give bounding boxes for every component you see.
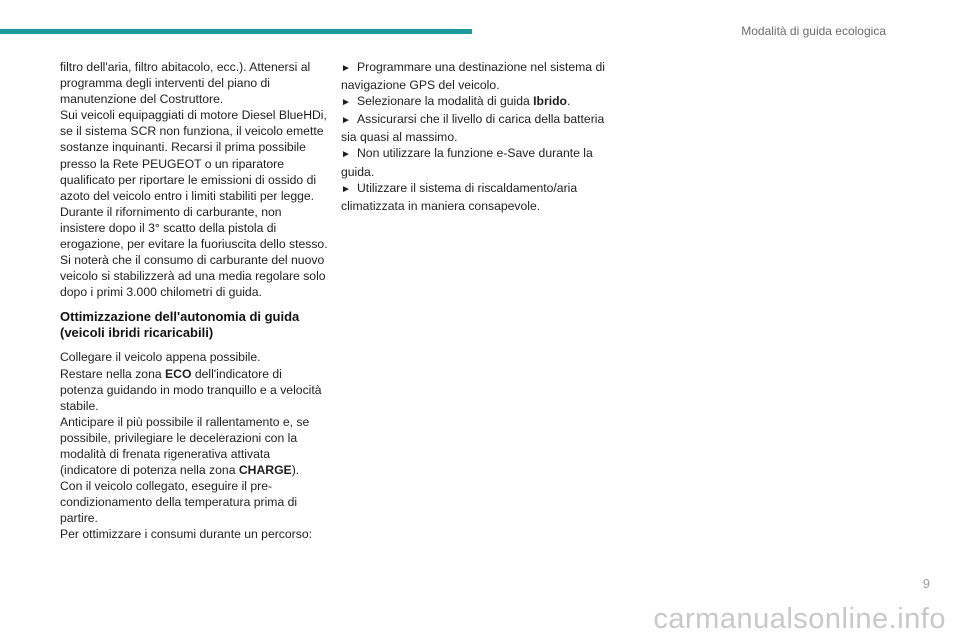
- arrow-icon: ►: [341, 97, 351, 109]
- paragraph-consumption: Si noterà che il consumo di carburante del nuovo veicolo si stabilizzerà ad una media regolare solo dopo i primi 3.000 chilometri di guida.: [60, 253, 326, 300]
- arrow-icon: ►: [341, 183, 351, 195]
- section-title: Modalità di guida ecologica: [741, 24, 886, 38]
- paragraph-eco: Restare nella zona ECO dell'indicatore di potenza guidando in modo tranquillo e a velocità stabile.: [60, 366, 322, 413]
- bullet-climate: ► Utilizzare il sistema di riscaldamento/aria climatizzata in maniera consapevole.: [341, 180, 578, 213]
- bullet-battery: ► Assicurarsi che il livello di carica della batteria sia quasi al massimo.: [341, 112, 605, 145]
- bullet-hybrid: ► Selezionare la modalità di guida Ibrido.: [341, 93, 609, 111]
- paragraph-scr: Sui veicoli equipaggiati di motore Diesel BlueHDi, se il sistema SCR non funziona, il veicolo emette sostanze inquinanti. Recarsi il prima possibile presso la Rete PEUGEOT o un riparatore qualificato per riportare le emissioni di ossido di azoto del veicolo entro i limiti stabiliti per legge.: [60, 108, 327, 203]
- paragraph-optimize: Per ottimizzare i consumi durante un percorso:: [60, 527, 312, 542]
- paragraph-maintenance: filtro dell'aria, filtro abitacolo, ecc.). Attenersi al programma degli interventi del piano di manutenzione del Costruttore.: [60, 60, 311, 107]
- left-column: [60, 59, 328, 543]
- paragraph-precondition: Con il veicolo collegato, eseguire il pre-condizionamento della temperatura prima di partire.: [60, 479, 298, 526]
- section-heading: Ottimizzazione dell'autonomia di guida (veicoli ibridi ricaricabili): [60, 309, 300, 341]
- watermark: carmanualsonline.info: [653, 603, 946, 635]
- bullet-esave: ► Non utilizzare la funzione e-Save durante la guida.: [341, 146, 593, 179]
- ibrido-label: Ibrido: [533, 94, 568, 109]
- page-number: 9: [922, 576, 930, 591]
- arrow-icon: ►: [341, 149, 351, 161]
- paragraph-refuel: Durante il rifornimento di carburante, non insistere dopo il 3° scatto della pistola di erogazione, per evitare la fuoriuscita dello stesso.: [60, 204, 328, 252]
- arrow-icon: ►: [341, 115, 351, 127]
- paragraph-regen: Anticipare il più possibile il rallentamento e, se possibile, privilegiare le decelerazioni con la modalità di frenata rigenerativa attivata (indicatore di potenza nella zona CHARGE).: [60, 414, 310, 478]
- arrow-icon: ►: [341, 63, 351, 74]
- right-column: [341, 59, 609, 214]
- charge-label: CHARGE: [238, 463, 292, 478]
- paragraph-connect: Collegare il veicolo appena possibile.: [60, 350, 261, 365]
- bullet-gps: ► Programmare una destinazione nel sistema di navigazione GPS del veicolo.: [341, 60, 605, 93]
- eco-label: ECO: [165, 366, 192, 381]
- header-accent-bar: [0, 29, 472, 34]
